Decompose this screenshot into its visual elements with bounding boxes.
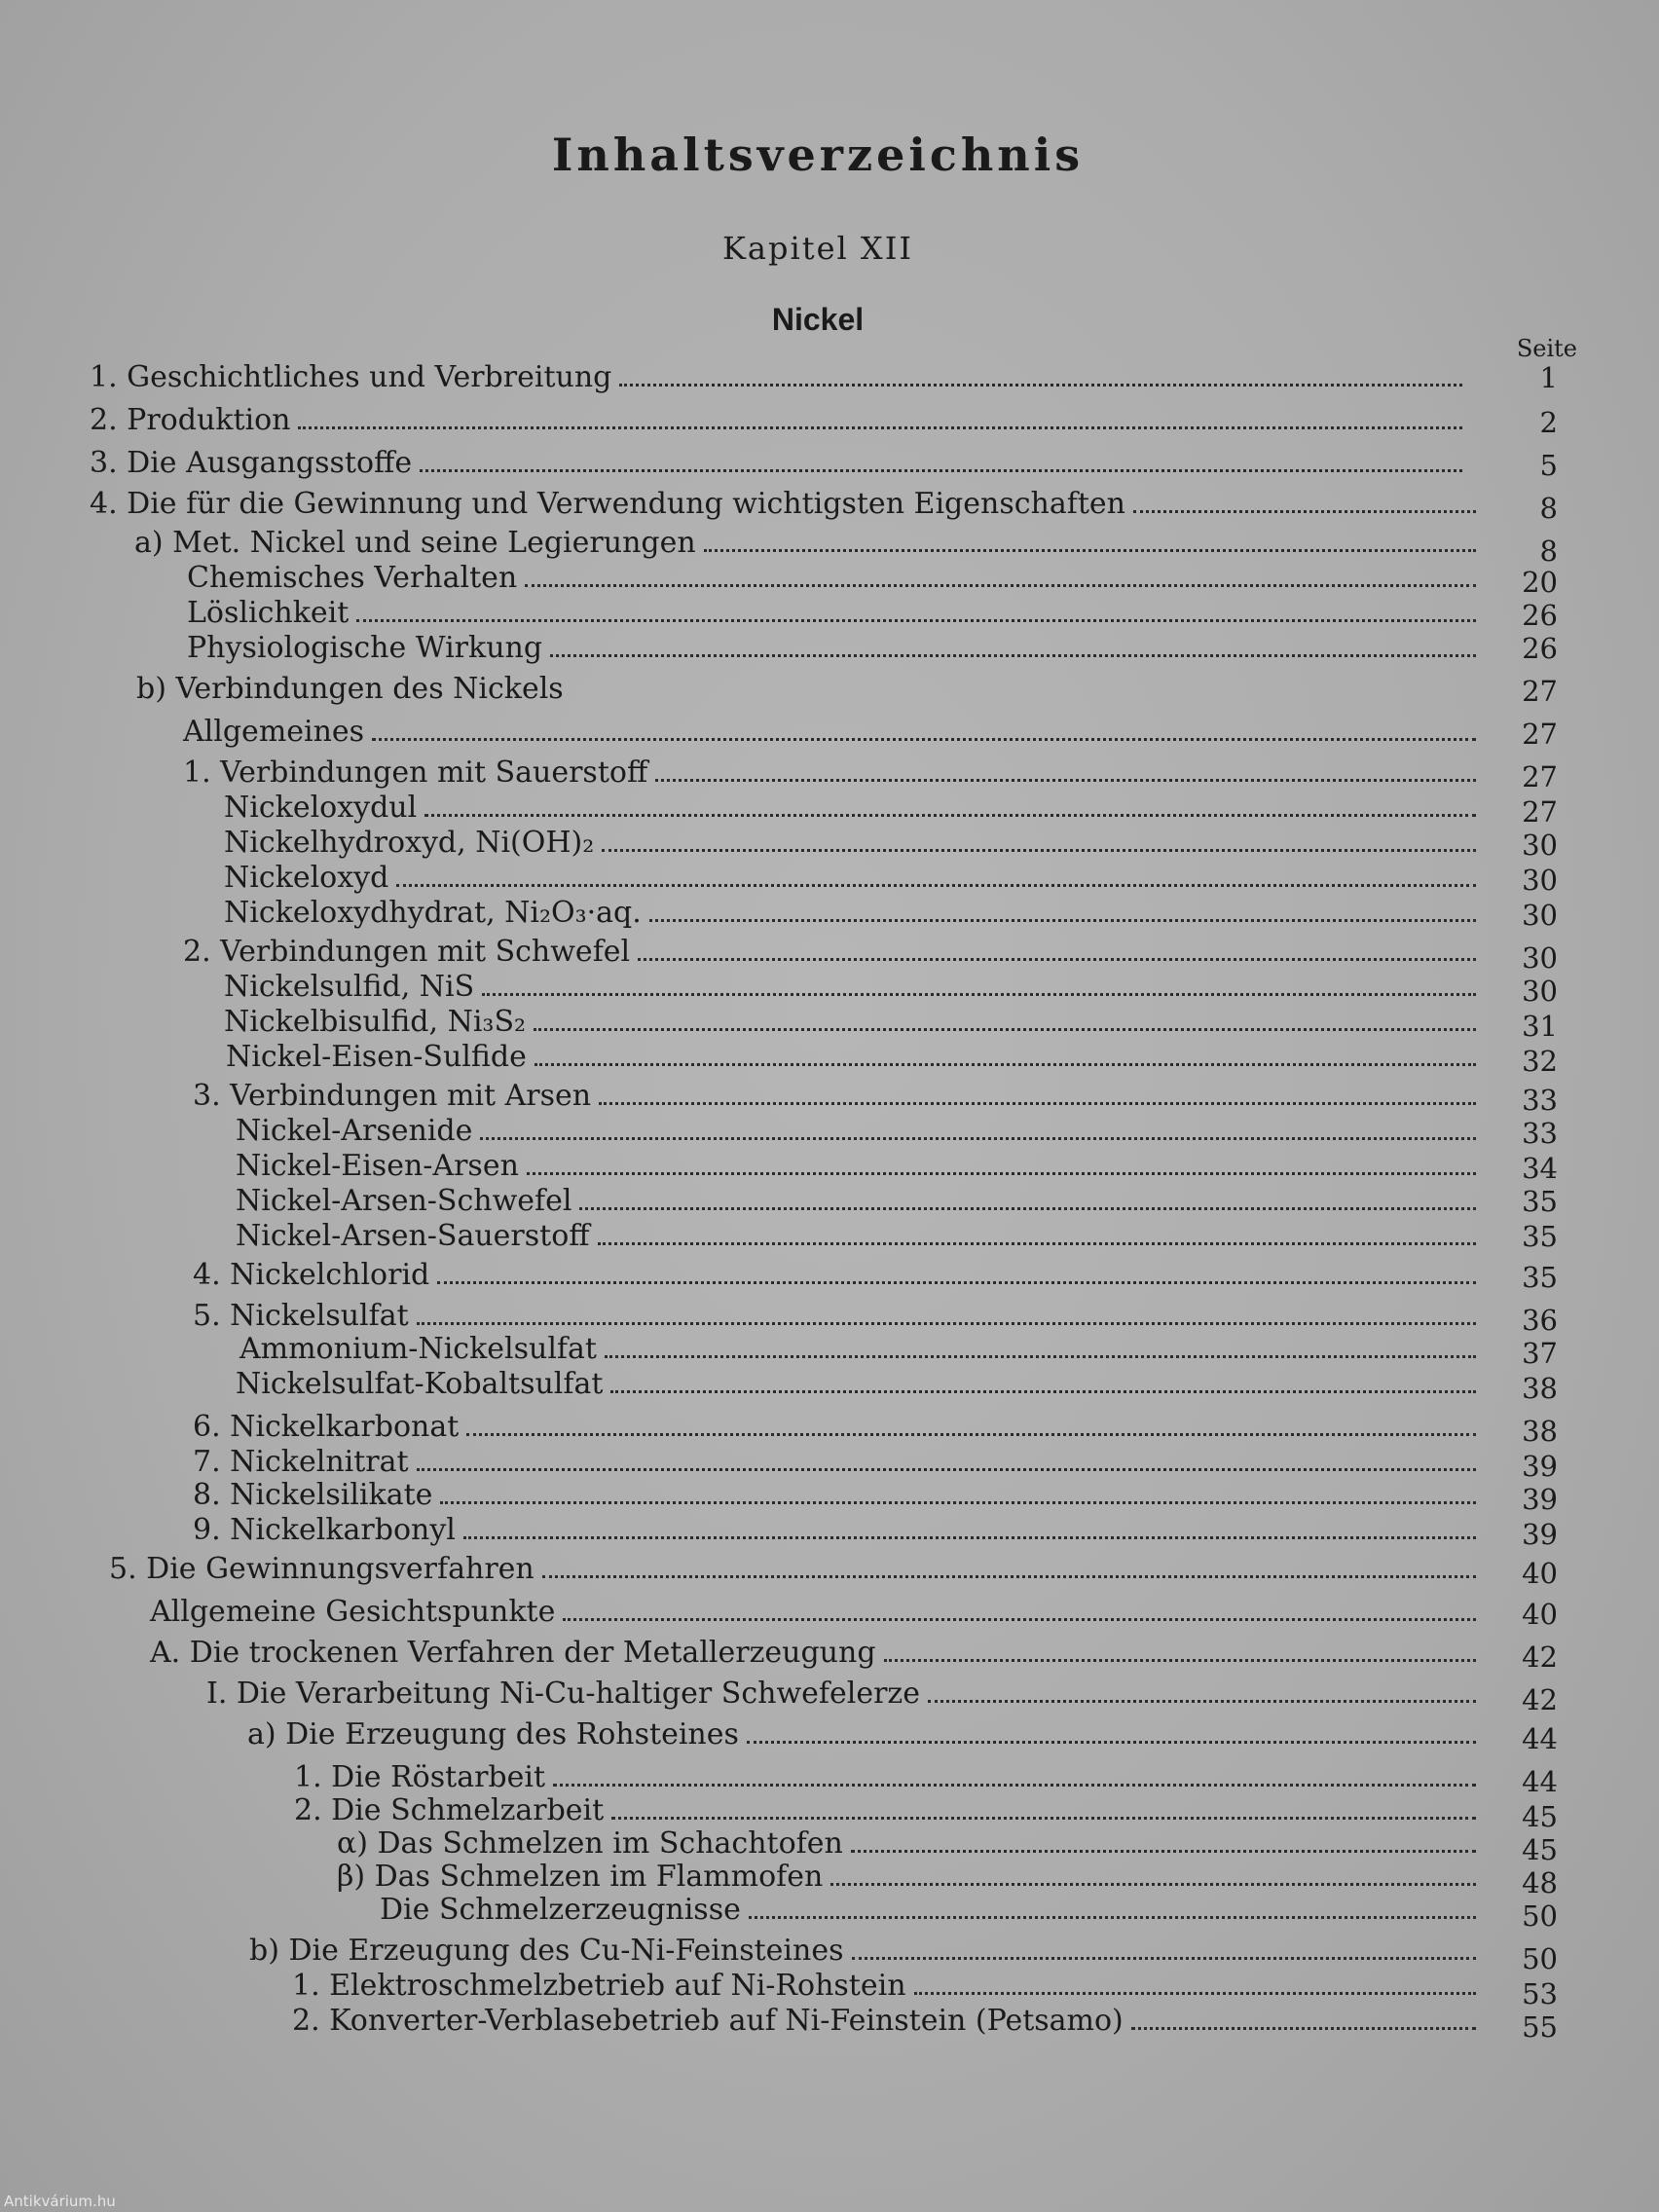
toc-entry-label: a) Met. Nickel und seine Legierungen [134, 526, 696, 560]
toc-page-number: 45 [1522, 1800, 1558, 1833]
dot-leader [372, 738, 1476, 741]
toc-entry [337, 1860, 1476, 1895]
dot-leader [928, 1700, 1476, 1703]
toc-entry-label: Nickelsulfid, NiS [224, 970, 475, 1004]
toc-entry [183, 715, 1476, 750]
toc-entry [187, 631, 1476, 666]
dot-leader [298, 426, 1462, 429]
toc-entry-label: 1. Elektroschmelzbetrieb auf Ni-Rohstein [292, 1969, 906, 2003]
toc-page-number: 30 [1522, 829, 1558, 862]
toc-page-number: 32 [1522, 1045, 1558, 1078]
toc-entry-label: 2. Produktion [90, 403, 291, 437]
toc-page-number: 26 [1522, 632, 1558, 665]
toc-entry [193, 1410, 1476, 1445]
toc-entry-label: 2. Konverter-Verblasebetrieb auf Ni-Feinstein (Petsamo) [292, 2004, 1124, 2038]
toc-entry-label: Die Schmelzerzeugnisse [380, 1893, 741, 1927]
toc-entry [294, 1793, 1476, 1828]
dot-leader [482, 993, 1476, 996]
dot-leader [598, 1242, 1476, 1245]
toc-entry [90, 446, 1462, 481]
dot-leader [525, 584, 1476, 587]
toc-entry-label: Allgemeines [183, 715, 365, 749]
toc-page-number: 42 [1522, 1641, 1558, 1674]
toc-entry [150, 1636, 1476, 1671]
dot-leader [480, 1137, 1476, 1140]
toc-entry [337, 1826, 1476, 1862]
dot-leader [611, 1817, 1476, 1820]
toc-entry-label: Nickel-Arsen-Sauerstoff [236, 1219, 590, 1253]
toc-entry [236, 1219, 1476, 1254]
toc-entry-label: Löslichkeit [187, 596, 350, 630]
toc-entry [224, 791, 1476, 826]
toc-page-number: 35 [1522, 1261, 1558, 1294]
toc-page-number: 2 [1539, 406, 1558, 439]
toc-entry [193, 1079, 1476, 1114]
toc-page-number: 30 [1522, 941, 1558, 975]
toc-page-number: 31 [1522, 1010, 1558, 1043]
toc-entry [249, 1934, 1476, 1969]
toc-page-number: 39 [1522, 1518, 1558, 1551]
toc-entry-label: 4. Nickelchlorid [193, 1258, 430, 1292]
dot-leader [602, 849, 1476, 852]
toc-entry-label: I. Die Verarbeitung Ni-Cu-haltiger Schwefelerze [206, 1677, 920, 1711]
toc-entry-label: 1. Geschichtliches und Verbreitung [90, 360, 612, 394]
toc-entry [236, 1149, 1476, 1184]
toc-page-number: 55 [1522, 2010, 1558, 2044]
toc-page-number: 27 [1522, 718, 1558, 751]
toc-entry [150, 1595, 1476, 1630]
dot-leader [851, 1850, 1476, 1853]
dot-leader [420, 469, 1462, 472]
toc-entry-label: β) Das Schmelzen im Flammofen [337, 1860, 824, 1894]
toc-entry [224, 1005, 1476, 1040]
toc-entry-label: b) Verbindungen des Nickels [136, 672, 564, 706]
toc-page-number: 48 [1522, 1866, 1558, 1899]
dot-leader [610, 1390, 1476, 1393]
toc-page-number: 27 [1522, 675, 1558, 708]
toc-entry-label: Physiologische Wirkung [187, 631, 543, 665]
toc-entry-label: Nickelhydroxyd, Ni(OH)₂ [224, 826, 595, 860]
dot-leader [535, 1063, 1476, 1066]
toc-entry [206, 1677, 1476, 1712]
dot-leader [914, 1992, 1476, 1995]
dot-leader [396, 884, 1476, 887]
toc-entry-label: Nickeloxydhydrat, Ni₂O₃·aq. [224, 896, 642, 930]
toc-entry-label: α) Das Schmelzen im Schachtofen [337, 1826, 843, 1861]
watermark: Antikvárium.hu [4, 2193, 116, 2210]
toc-page-number: 33 [1522, 1084, 1558, 1117]
toc-entry-label: 8. Nickelsilikate [193, 1478, 433, 1512]
toc-entry [240, 1332, 1476, 1367]
toc-entry [90, 360, 1462, 395]
toc-page-number: 50 [1522, 1942, 1558, 1975]
toc-entry-label: 3. Die Ausgangsstoffe [90, 446, 413, 480]
toc-page-number: 27 [1522, 795, 1558, 829]
toc-entry [109, 1552, 1476, 1587]
toc-entry-label: 5. Nickelsulfat [193, 1299, 409, 1333]
toc-entry-label: 5. Die Gewinnungsverfahren [109, 1552, 535, 1586]
toc-entry [193, 1478, 1476, 1513]
toc-entry-label: Nickeloxyd [224, 861, 389, 895]
toc-page-number: 30 [1522, 975, 1558, 1008]
toc-page-number: 50 [1522, 1899, 1558, 1933]
dot-leader [417, 1322, 1476, 1325]
toc-entry-label: 9. Nickelkarbonyl [193, 1513, 456, 1547]
toc-entry-label: Nickel-Eisen-Sulfide [226, 1040, 527, 1074]
toc-entry [90, 487, 1476, 522]
toc-entry [183, 935, 1476, 970]
toc-entry-label: Nickel-Arsenide [236, 1114, 473, 1148]
toc-entry [193, 1513, 1476, 1548]
chapter-heading: Kapitel XII [722, 230, 913, 267]
toc-page-number: 20 [1522, 566, 1558, 599]
toc-entry-label: Allgemeine Gesichtspunkte [150, 1595, 556, 1629]
dot-leader [704, 549, 1476, 552]
toc-page-number: 44 [1522, 1722, 1558, 1755]
subject-heading: Nickel [771, 302, 865, 337]
dot-leader [884, 1659, 1476, 1662]
dot-leader [534, 1028, 1476, 1031]
toc-page-number: 8 [1539, 492, 1558, 525]
dot-leader [852, 1957, 1477, 1960]
dot-leader [619, 384, 1462, 387]
toc-entry [187, 561, 1476, 596]
toc-page-number: 37 [1522, 1337, 1558, 1370]
dot-leader [830, 1883, 1476, 1886]
toc-entry [292, 2004, 1476, 2039]
dot-leader [599, 1102, 1476, 1105]
dot-leader [542, 1575, 1476, 1578]
toc-entry [224, 970, 1476, 1005]
toc-page-number: 53 [1522, 1977, 1558, 2010]
toc-page-number: 35 [1522, 1220, 1558, 1253]
toc-entry [224, 861, 1476, 896]
toc-entry-label: Nickeloxydul [224, 791, 418, 825]
toc-entry [236, 1184, 1476, 1219]
toc-entry [247, 1717, 1476, 1752]
toc-entry-label: Ammonium-Nickelsulfat [240, 1332, 597, 1366]
toc-entry [193, 1258, 1476, 1293]
dot-leader [579, 1207, 1476, 1210]
toc-page-number: 36 [1522, 1304, 1558, 1337]
toc-entry-label: Nickelsulfat-Kobaltsulfat [236, 1367, 604, 1401]
toc-page-number: 40 [1522, 1598, 1558, 1631]
dot-leader [466, 1433, 1476, 1436]
toc-page-number: 38 [1522, 1372, 1558, 1405]
dot-leader [1133, 510, 1476, 513]
toc-entry [226, 1040, 1476, 1075]
toc-page-number: 27 [1522, 760, 1558, 793]
toc-entry [90, 403, 1462, 438]
toc-entry-label: 6. Nickelkarbonat [193, 1410, 460, 1444]
toc-entry [294, 1760, 1476, 1795]
toc-entry-label: 3. Verbindungen mit Arsen [193, 1079, 592, 1113]
toc-entry [134, 526, 1476, 561]
toc-page-number: 30 [1522, 864, 1558, 897]
toc-entry [236, 1367, 1476, 1402]
toc-entry-label: Nickel-Eisen-Arsen [236, 1149, 519, 1183]
toc-page-number: 45 [1522, 1833, 1558, 1866]
toc-entry [187, 596, 1476, 631]
toc-entry-label: A. Die trockenen Verfahren der Metallerzeugung [150, 1636, 876, 1670]
page-title: Inhaltsverzeichnis [551, 129, 1085, 181]
toc-page-number: 34 [1522, 1152, 1558, 1185]
toc-entry-label: Chemisches Verhalten [187, 561, 518, 595]
dot-leader [463, 1536, 1476, 1539]
page-column-header: Seite [1516, 335, 1577, 362]
toc-page-number: 39 [1522, 1483, 1558, 1516]
toc-entry [292, 1969, 1476, 2004]
dot-leader [424, 814, 1476, 817]
toc-page-number: 5 [1539, 449, 1558, 482]
toc-page-number: 33 [1522, 1117, 1558, 1150]
toc-entry [224, 826, 1476, 861]
toc-entry [136, 672, 1476, 707]
toc-entry-label: Nickel-Arsen-Schwefel [236, 1184, 572, 1218]
dot-leader [440, 1501, 1476, 1504]
dot-leader [563, 1618, 1476, 1621]
toc-entry-label: 4. Die für die Gewinnung und Verwendung wichtigsten Eigenschaften [90, 487, 1125, 521]
toc-entry [236, 1114, 1476, 1149]
toc-page-number: 42 [1522, 1683, 1558, 1716]
toc-entry [224, 896, 1476, 931]
toc-entry [193, 1445, 1476, 1480]
dot-leader [655, 779, 1476, 782]
toc-page-number: 40 [1522, 1557, 1558, 1590]
toc-entry-label: 2. Die Schmelzarbeit [294, 1793, 605, 1827]
dot-leader [527, 1172, 1476, 1175]
dot-leader [1131, 2027, 1476, 2030]
dot-leader [649, 919, 1476, 922]
dot-leader [417, 1468, 1476, 1471]
toc-entry-label: 7. Nickelnitrat [193, 1445, 409, 1479]
toc-entry [380, 1893, 1476, 1928]
toc-entry-label: b) Die Erzeugung des Cu-Ni-Feinsteines [249, 1934, 844, 1968]
toc-entry [193, 1299, 1476, 1334]
toc-page-number: 30 [1522, 899, 1558, 932]
toc-page-number: 26 [1522, 599, 1558, 632]
toc-entry [183, 756, 1476, 791]
toc-entry-label: a) Die Erzeugung des Rohsteines [247, 1717, 739, 1751]
dot-leader [605, 1355, 1476, 1358]
toc-page-number: 1 [1539, 361, 1558, 394]
toc-entry-label: 1. Die Röstarbeit [294, 1760, 546, 1794]
toc-page-number: 8 [1539, 535, 1558, 568]
dot-leader [747, 1741, 1476, 1744]
toc-page-number: 35 [1522, 1185, 1558, 1218]
toc-page-number: 39 [1522, 1450, 1558, 1483]
dot-leader [638, 958, 1476, 961]
toc-entry-label: 1. Verbindungen mit Sauerstoff [183, 756, 648, 790]
dot-leader [437, 1281, 1476, 1284]
toc-page-number: 44 [1522, 1765, 1558, 1798]
toc-page-number: 38 [1522, 1415, 1558, 1448]
dot-leader [553, 1784, 1476, 1787]
toc-entry-label: Nickelbisulfid, Ni₃S₂ [224, 1005, 527, 1039]
toc-entry-label: 2. Verbindungen mit Schwefel [183, 935, 631, 969]
dot-leader [356, 619, 1476, 622]
dot-leader [749, 1916, 1476, 1919]
dot-leader [550, 654, 1476, 657]
